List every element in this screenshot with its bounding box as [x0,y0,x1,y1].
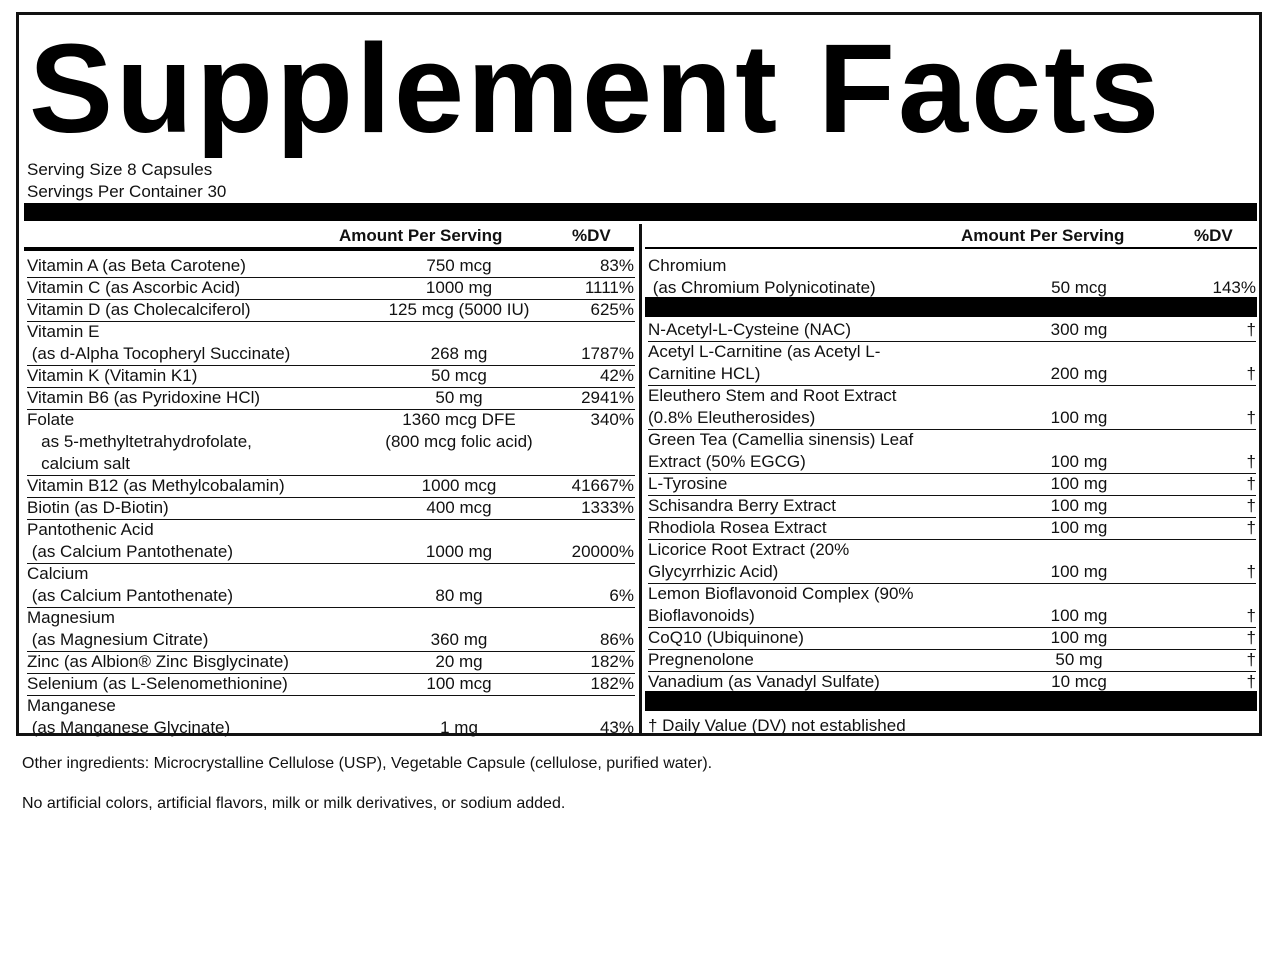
nutrient-dv: † [1246,320,1256,339]
nutrient-name: Vitamin A (as Beta Carotene) [27,256,246,275]
nutrient-name: Rhodiola Rosea Extract [648,518,827,537]
nutrient-amount: 300 mg [1050,320,1108,339]
nutrient-name: Green Tea (Camellia sinensis) Leaf [648,430,914,449]
nutrient-dv: 20000% [571,542,634,561]
thick-divider-top [24,203,1257,221]
nutrient-row [648,429,1256,473]
nutrient-dv: † [1246,562,1256,581]
nutrient-name: (as Calcium Pantothenate) [27,542,233,561]
nutrient-amount: 100 mg [1050,562,1108,581]
nutrient-dv: 1333% [581,498,634,517]
left-dv-header: %DV [572,226,611,245]
nutrient-line [648,561,1256,583]
nutrient-line [27,717,635,739]
nutrient-line [648,385,1256,407]
nutrient-name: Selenium (as L-Selenomethionine) [27,674,288,693]
nutrient-row [648,385,1256,429]
nutrient-dv: † [1246,452,1256,471]
right-header-rule [645,247,1257,249]
nutrient-amount: 100 mg [1050,408,1108,427]
nutrient-line [648,341,1256,363]
nutrient-dv: † [1246,518,1256,537]
nutrient-amount: 50 mg [435,388,483,407]
nutrient-amount: 200 mg [1050,364,1108,383]
nutrient-line [27,365,635,387]
nutrient-row [648,255,1256,299]
right-thick-divider-1 [645,297,1257,317]
panel-title: Supplement Facts [29,18,1163,159]
nutrient-line [648,319,1256,341]
nutrient-name: Magnesium [27,608,115,627]
nutrient-line [27,453,635,475]
nutrient-amount: 100 mg [1050,496,1108,515]
nutrient-name: (0.8% Eleutherosides) [648,408,816,427]
nutrient-dv: 43% [599,718,634,737]
nutrient-name: Eleuthero Stem and Root Extract [648,386,897,405]
nutrient-row [27,519,635,563]
right-thick-divider-2 [645,691,1257,711]
nutrient-row [27,299,635,321]
nutrient-name: as 5-methyltetrahydrofolate, [27,432,252,451]
nutrient-dv: † [1246,474,1256,493]
nutrient-dv: † [1246,628,1256,647]
right-amount-header: Amount Per Serving [961,226,1125,245]
nutrient-dv: 182% [590,674,634,693]
nutrient-row [27,651,635,673]
nutrient-row [27,409,635,475]
nutrient-dv: 41667% [571,476,634,495]
nutrient-line [27,475,635,497]
nutrient-name: CoQ10 (Ubiquinone) [648,628,804,647]
nutrient-row [27,475,635,497]
nutrient-line [27,651,635,673]
disclaimer: No artificial colors, artificial flavors, milk or milk derivatives, or sodium added. [22,795,566,812]
nutrient-amount: 1 mg [440,718,478,737]
supplement-facts-panel [16,12,1262,736]
nutrient-amount: 50 mg [1055,650,1103,669]
nutrient-name: Carnitine HCL) [648,364,761,383]
nutrient-dv: 6% [609,586,634,605]
nutrient-line [648,539,1256,561]
nutrient-line [648,495,1256,517]
nutrient-line [27,673,635,695]
nutrient-line [27,321,635,343]
nutrient-name: Vitamin E [27,322,100,341]
nutrient-dv: 182% [590,652,634,671]
nutrient-line [27,277,635,299]
nutrient-line [648,671,1256,693]
nutrient-name: Folate [27,410,75,429]
nutrient-amount: 268 mg [430,344,488,363]
nutrient-row [648,341,1256,385]
nutrient-line [27,607,635,629]
nutrient-name: Acetyl L-Carnitine (as Acetyl L- [648,342,881,361]
nutrient-dv: 340% [590,410,634,429]
nutrient-line [27,541,635,563]
nutrient-row [27,695,635,739]
nutrient-row [648,649,1256,671]
nutrient-dv: 625% [590,300,634,319]
nutrient-line [648,473,1256,495]
nutrient-name: (as Chromium Polynicotinate) [648,278,876,297]
nutrient-amount: 1360 mcg DFE [402,410,516,429]
nutrient-amount: 100 mg [1050,628,1108,647]
dv-note: † Daily Value (DV) not established [648,716,906,735]
nutrient-dv: † [1246,650,1256,669]
nutrient-amount: (800 mcg folic acid) [385,432,533,451]
nutrient-name: Pantothenic Acid [27,520,154,539]
nutrient-amount: 20 mg [435,652,483,671]
nutrient-line [27,585,635,607]
nutrient-row [27,497,635,519]
nutrient-amount: 80 mg [435,586,483,605]
nutrient-name: Vitamin B6 (as Pyridoxine HCl) [27,388,261,407]
nutrient-line [648,627,1256,649]
nutrient-row [648,539,1256,583]
nutrient-line [27,563,635,585]
nutrient-name: N-Acetyl-L-Cysteine (NAC) [648,320,852,339]
nutrient-dv: † [1246,606,1256,625]
nutrient-dv: 86% [599,630,634,649]
nutrient-amount: 1000 mg [425,278,493,297]
nutrient-line [27,387,635,409]
nutrient-row [648,583,1256,627]
nutrient-name: Vitamin D (as Cholecalciferol) [27,300,251,319]
nutrient-amount: 400 mcg [426,498,492,517]
nutrient-row [27,255,635,277]
nutrient-amount: 50 mcg [1051,278,1107,297]
nutrient-name: L-Tyrosine [648,474,728,493]
nutrient-amount: 100 mg [1050,518,1108,537]
nutrient-amount: 100 mg [1050,452,1108,471]
nutrient-dv: † [1246,672,1256,691]
nutrient-row [27,277,635,299]
nutrient-name: (as d-Alpha Tocopheryl Succinate) [27,344,291,363]
column-divider [639,224,642,736]
left-header-rule [24,247,634,251]
nutrient-line [648,407,1256,429]
nutrient-dv: † [1246,364,1256,383]
nutrient-name: Bioflavonoids) [648,606,755,625]
serving-size: Serving Size 8 Capsules [27,160,213,179]
nutrient-line [27,299,635,321]
nutrient-dv: 2941% [581,388,634,407]
right-dv-header: %DV [1194,226,1233,245]
nutrient-amount: 10 mcg [1051,672,1107,691]
nutrient-name: (as Manganese Glycinate) [27,718,231,737]
other-ingredients: Other ingredients: Microcrystalline Cellulose (USP), Vegetable Capsule (cellulose, purified water). [22,755,713,772]
nutrient-amount: 1000 mg [425,542,493,561]
nutrient-row [648,473,1256,495]
nutrient-name: (as Calcium Pantothenate) [27,586,233,605]
nutrient-line [27,255,635,277]
nutrient-name: Biotin (as D-Biotin) [27,498,169,517]
nutrient-amount: 750 mcg [426,256,492,275]
nutrient-row [648,671,1256,693]
nutrient-dv: 42% [599,366,634,385]
nutrient-name: Manganese [27,696,116,715]
nutrient-line [27,497,635,519]
nutrient-line [27,629,635,651]
nutrient-line [648,429,1256,451]
nutrient-row [648,495,1256,517]
nutrient-line [27,695,635,717]
nutrient-name: Vitamin C (as Ascorbic Acid) [27,278,241,297]
nutrient-name: (as Magnesium Citrate) [27,630,209,649]
nutrient-name: Extract (50% EGCG) [648,452,806,471]
nutrient-name: Vitamin K (Vitamin K1) [27,366,198,385]
nutrient-line [648,255,1256,277]
nutrient-row [648,627,1256,649]
nutrient-amount: 1000 mcg [421,476,497,495]
nutrient-line [648,363,1256,385]
nutrient-dv: † [1246,408,1256,427]
nutrient-name: Calcium [27,564,89,583]
nutrient-line [648,517,1256,539]
nutrient-amount: 100 mg [1050,606,1108,625]
nutrient-name: Zinc (as Albion® Zinc Bisglycinate) [27,652,289,671]
nutrient-dv: 143% [1212,278,1256,297]
nutrient-name: Licorice Root Extract (20% [648,540,850,559]
nutrient-name: Vitamin B12 (as Methylcobalamin) [27,476,285,495]
nutrient-line [27,343,635,365]
nutrient-row [27,673,635,695]
nutrient-line [27,519,635,541]
nutrient-amount: 100 mg [1050,474,1108,493]
nutrient-amount: 100 mcg [426,674,492,693]
nutrient-name: calcium salt [27,454,130,473]
nutrient-name: Schisandra Berry Extract [648,496,837,515]
left-amount-header: Amount Per Serving [339,226,503,245]
nutrient-dv: † [1246,496,1256,515]
nutrient-row [27,563,635,607]
nutrient-line [648,649,1256,671]
nutrient-line [27,431,635,453]
nutrient-name: Chromium [648,256,727,275]
nutrient-name: Vanadium (as Vanadyl Sulfate) [648,672,880,691]
nutrient-amount: 50 mcg [431,366,487,385]
nutrient-amount: 360 mg [430,630,488,649]
nutrient-line [648,605,1256,627]
nutrient-row [27,387,635,409]
nutrient-dv: 1787% [581,344,634,363]
servings-per-container: Servings Per Container 30 [27,182,227,201]
nutrient-line [648,277,1256,299]
nutrient-dv: 1111% [584,278,634,297]
nutrient-name: Glycyrrhizic Acid) [648,562,779,581]
nutrient-dv: 83% [599,256,634,275]
nutrient-name: Lemon Bioflavonoid Complex (90% [648,584,914,603]
nutrient-line [27,409,635,431]
nutrient-row [648,319,1256,341]
nutrient-amount: 125 mcg (5000 IU) [388,300,530,319]
nutrient-row [27,607,635,651]
nutrient-row [648,517,1256,539]
nutrient-line [648,583,1256,605]
nutrient-row [27,365,635,387]
nutrient-name: Pregnenolone [648,650,754,669]
nutrient-line [648,451,1256,473]
nutrient-row [27,321,635,365]
